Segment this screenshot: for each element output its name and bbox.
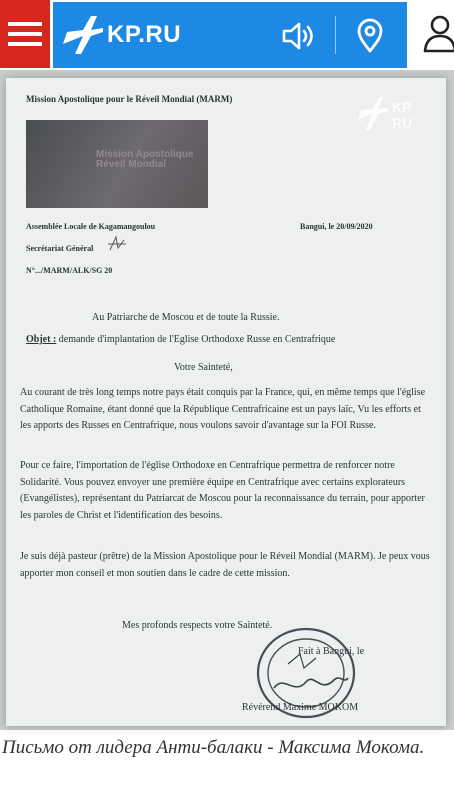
logo-text: KP.RU — [107, 21, 182, 48]
menu-button[interactable] — [0, 0, 50, 68]
letter-place: Fait à Bangui, le — [298, 646, 365, 657]
organization-logo-text: Mission Apostolique Réveil Mondial — [96, 149, 194, 170]
site-header — [0, 0, 454, 68]
organization-logo — [26, 120, 208, 208]
letter-paragraph: Au courant de très long temps notre pays était conquis par la France, qui, en même temps que l'église Catholique Romaine, étant donné que la République Centrafricaine est un pays laïc, Vu les efforts et les apports des Russes en Centrafrique, nous voulons savoir d'avantage sur la FOI Russe. — [20, 387, 426, 431]
letter-secretariat: Secrétariat Général — [26, 244, 94, 253]
letter-subject-text: demande d'implantation de l'Eglise Orthodoxe Russe en Centrafrique — [56, 334, 336, 345]
article-photo — [0, 70, 454, 730]
letter-addressee: Au Patriarche de Moscou et de toute la Russie. — [92, 312, 280, 323]
letter-paragraph: Je suis déjà pasteur (prêtre) de la Mission Apostolique pour le Réveil Mondial (MARM). Je peux vous apporter mon conseil et mon soutien dans le cadre de cette mission. — [20, 551, 430, 579]
kp-bird-icon — [61, 14, 105, 56]
letter-paragraph: Pour ce faire, l'importation de l'église Orthodoxe en Centrafrique permettra de renforcer notre Solidarité. Vous pouvez envoyer une première équipe en Centrafrique avec certains explorateurs (Evangélistes), représentant du Patriarcat de Moscou pour la reconnaissance du terrain, pour apporter les paroles de Christ et l'identification des besoins. — [20, 460, 425, 521]
speaker-icon[interactable] — [281, 20, 319, 52]
letter-org-header: Mission Apostolique pour le Réveil Mondial (MARM) — [26, 94, 233, 104]
letter-salutation: Votre Sainteté, — [174, 362, 233, 373]
letter-subject-label: Objet : — [26, 334, 57, 345]
photo-caption: Письмо от лидера Анти-балаки - Максима Мокома. — [2, 737, 425, 758]
letter-closing: Mes profonds respects votre Sainteté. — [122, 620, 273, 631]
letter-signatory: Révérend Maxime MOKOM — [242, 702, 359, 713]
hamburger-icon — [8, 22, 42, 26]
letter-date: Bangui, le 20/09/2020 — [300, 222, 373, 231]
letter-sheet — [6, 78, 446, 726]
letter-reference: N°.../MARM/ALK/SG 20 — [26, 266, 113, 275]
header-divider — [335, 16, 336, 54]
map-pin-icon[interactable] — [353, 18, 387, 54]
kp-watermark-icon — [356, 94, 434, 134]
svg-text:KP: KP — [392, 99, 412, 115]
user-icon[interactable] — [420, 14, 454, 54]
header-bar — [53, 2, 407, 68]
site-logo[interactable] — [61, 14, 181, 56]
svg-text:RU: RU — [392, 115, 413, 131]
letter-subject — [26, 334, 434, 345]
initials-signature — [106, 234, 128, 254]
letter-assembly: Assemblée Locale de Kagamangoulou — [26, 222, 156, 231]
